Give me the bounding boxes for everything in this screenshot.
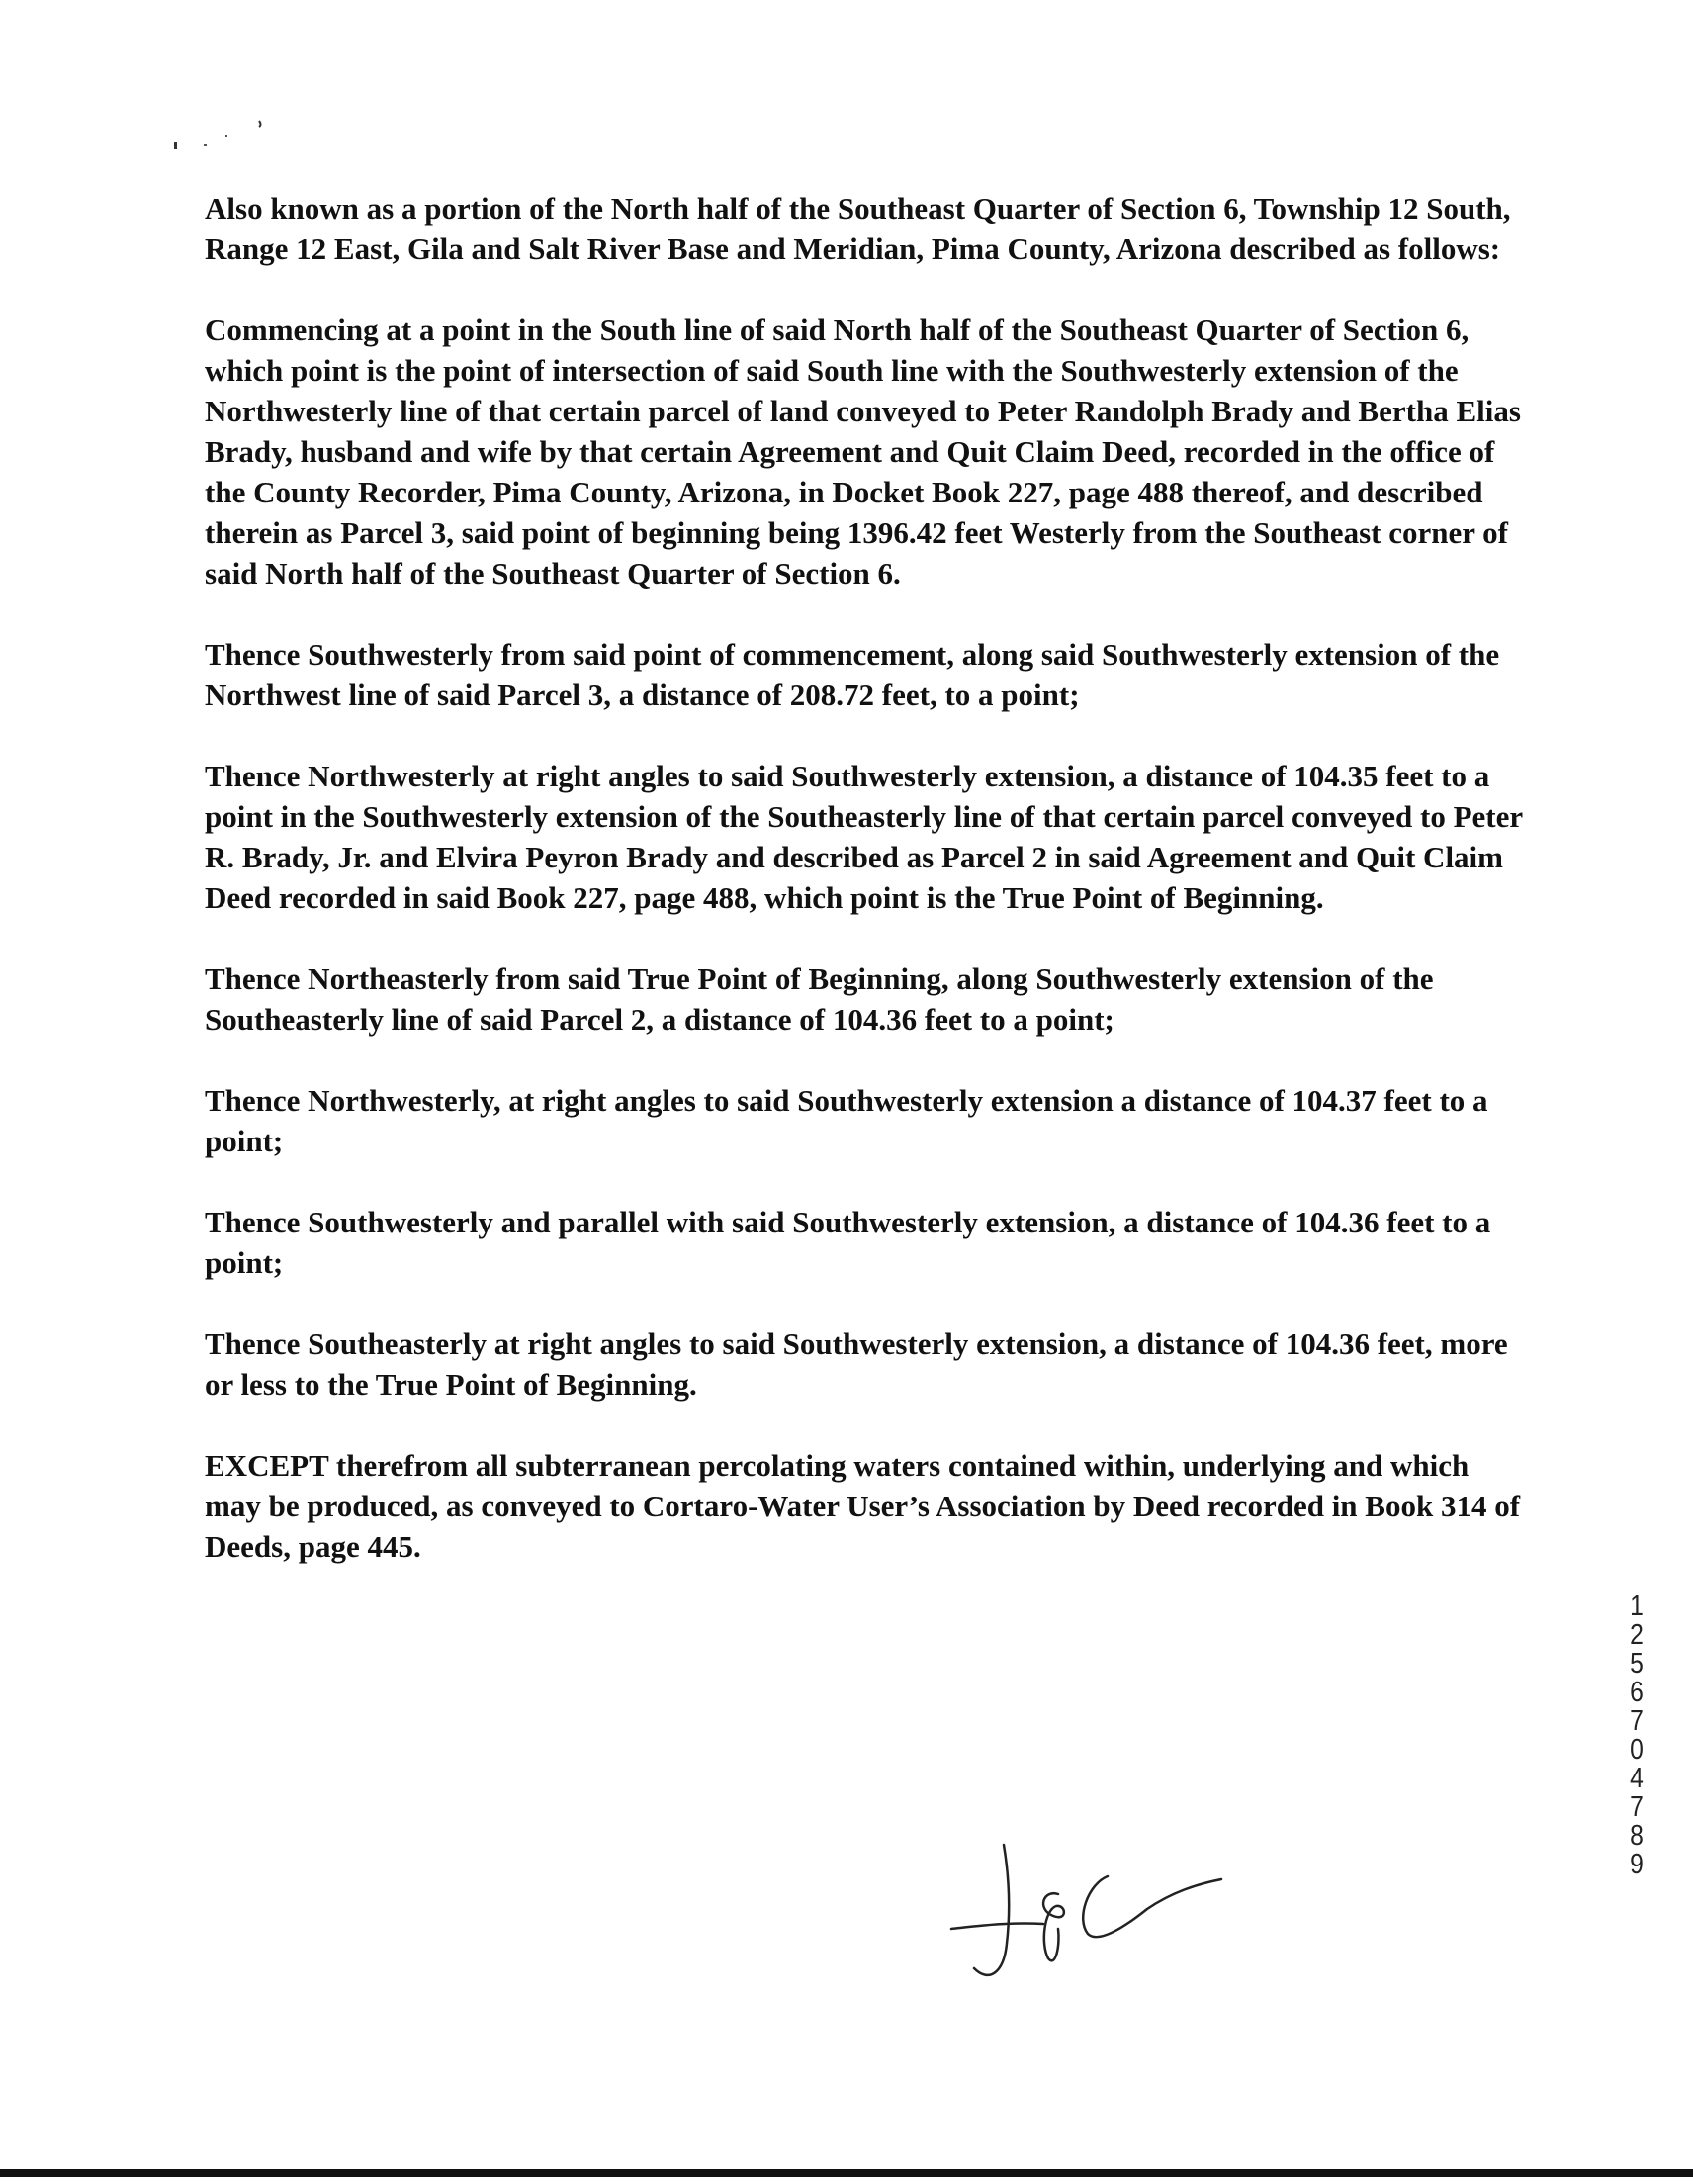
margin-stamp-digit: 5 — [1630, 1648, 1644, 1680]
paragraph-course-6: Thence Southeasterly at right angles to said Southwesterly extension, a distance of 104.36 feet, more or less to the True Point of Beginning. — [205, 1326, 1508, 1402]
margin-stamp-digit: 6 — [1630, 1677, 1644, 1708]
paragraph-commencing: Commencing at a point in the South line of said North half of the Southeast Quarter of Section 6, which point is the point of intersection of said South line with the Southwesterly extension of the Northwesterly line of that certain parcel of land conveyed to Peter Randolph Brady and Bertha Elias Brady, husband and wife by that certain Agreement and Quit Claim Deed, recorded in the office of the County Recorder, Pima County, Arizona, in Docket Book 227, page 488 thereof, and described therein as Parcel 3, said point of beginning being 1396.42 feet Westerly from the Southeast corner of said North half of the Southeast Quarter of Section 6. — [205, 313, 1521, 591]
paragraph-course-5: Thence Southwesterly and parallel with said Southwesterly extension, a distance of 104.36 feet to a point; — [205, 1205, 1491, 1280]
legal-description — [205, 188, 1530, 1567]
paragraph-course-3: Thence Northeasterly from said True Point of Beginning, along Southwesterly extension of the Southeasterly line of said Parcel 2, a distance of 104.36 feet to a point; — [205, 961, 1434, 1037]
margin-stamp-digit: 4 — [1630, 1763, 1644, 1794]
margin-page-number — [1624, 1736, 1649, 1879]
signature-initials — [949, 1835, 1226, 2003]
margin-stamp-digit: 7 — [1630, 1705, 1644, 1737]
margin-stamp-digit: 9 — [1630, 1849, 1644, 1880]
bottom-scan-edge — [0, 2169, 1693, 2177]
margin-stamp-digit: 2 — [1630, 1619, 1644, 1651]
margin-stamp-digit: 0 — [1630, 1734, 1644, 1766]
margin-stamp-digit: 7 — [1630, 1791, 1644, 1823]
paragraph-course-4: Thence Northwesterly, at right angles to said Southwesterly extension a distance of 104.37 feet to a point; — [205, 1083, 1488, 1158]
paragraph-course-2: Thence Northwesterly at right angles to said Southwesterly extension, a distance of 104.35 feet to a point in the Southwesterly extension of the Southeasterly line of that certain parcel conveyed to Peter R. Brady, Jr. and Elvira Peyron Brady and described as Parcel 2 in said Agreement and Quit Claim Deed recorded in said Book 227, page 488, which point is the True Point of Beginning. — [205, 759, 1523, 915]
scan-speck-marks — [168, 117, 277, 156]
paragraph-course-1: Thence Southwesterly from said point of commencement, along said Southwesterly extension of the Northwest line of said Parcel 3, a distance of 208.72 feet, to a point; — [205, 637, 1500, 712]
margin-stamp-digit: 8 — [1630, 1820, 1644, 1852]
margin-stamp-digit: 1 — [1630, 1591, 1644, 1622]
margin-docket-number — [1624, 1592, 1649, 1736]
paragraph-exception: EXCEPT therefrom all subterranean percolating waters contained within, underlying and which may be produced, as conveyed to Cortaro-Water User’s Association by Deed recorded in Book 314 of Deeds, page 445. — [205, 1448, 1521, 1564]
paragraph-location: Also known as a portion of the North half of the Southeast Quarter of Section 6, Township 12 South, Range 12 East, Gila and Salt River Base and Meridian, Pima County, Arizona described as follows: — [205, 191, 1511, 266]
